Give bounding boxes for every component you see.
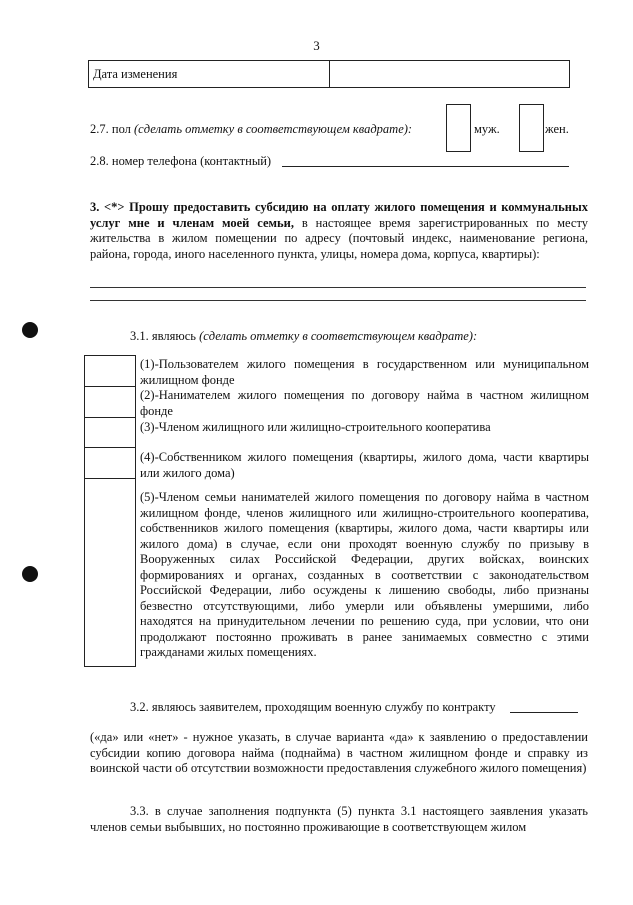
gender-hint: (сделать отметку в соответствующем квадрате): xyxy=(134,122,413,136)
status-prompt-text: 3.1. являюсь xyxy=(130,329,200,343)
status-option-3-checkbox[interactable] xyxy=(84,417,136,448)
status-option-4-checkbox[interactable] xyxy=(84,447,136,479)
punch-hole-1 xyxy=(22,322,38,338)
address-line-1[interactable] xyxy=(90,287,586,288)
section3-lead: 3. <*> Прошу предоставить субсидию на оплату жилого помещения и коммунальных услуг мне и членам моей семьи, xyxy=(90,200,588,230)
female-label: жен. xyxy=(545,122,569,136)
status-option-3-text: (3)-Членом жилищного или жилищно-строительного кооператива xyxy=(140,420,491,434)
phone-label: 2.8. номер телефона (контактный) xyxy=(90,154,272,168)
status-option-4-text: (4)-Собственником жилого помещения (квартиры, жилого дома, части квартиры или жилого дома) xyxy=(140,450,589,480)
contract-service-input-line[interactable] xyxy=(510,712,578,713)
contract-service-label: 3.2. являюсь заявителем, проходящим военную службу по контракту xyxy=(130,700,496,714)
family-members-paragraph: 3.3. в случае заполнения подпункта (5) пункта 3.1 настоящего заявления указать членов семьи выбывших, но постоянно проживающие в соответствующем жилом xyxy=(90,804,588,834)
status-option-2-checkbox[interactable] xyxy=(84,386,136,418)
date-change-table xyxy=(88,60,570,88)
date-change-label: Дата изменения xyxy=(93,67,178,81)
male-label: муж. xyxy=(474,122,500,136)
date-change-label-cell xyxy=(89,61,330,87)
page-number: 3 xyxy=(313,38,320,53)
status-option-1-text: (1)-Пользователем жилого помещения в государственном или муниципальном жилищном фонде xyxy=(140,357,589,387)
status-option-5-checkbox[interactable] xyxy=(84,478,136,667)
status-option-2-text: (2)-Нанимателем жилого помещения по договору найма в частном жилищном фонде xyxy=(140,388,589,418)
status-option-5-text: (5)-Членом семьи нанимателей жилого помещения по договору найма в частном жилищном фонде, членов жилищного или жилищно-строительного кооператива, собственников жилого помещения (квартиры, жилого дома, части квартиры или жилого дома) в случае, если они проходят военную службу по призыву в Вооруженных силах Российской Федерации, других войсках, воинских формированиях и органах, созданных в соответствии с законодательством Российской Федерации, либо осуждены к лишению свободы, либо признаны безвестно отсутствующими, либо умерли или объявлены умершими, либо находятся на принудительном лечении по решению суда, при условии, что они продолжают постоянно проживать в ранее занимаемых совместно с этими гражданами жилых помещениях. xyxy=(140,490,589,659)
status-prompt-hint: (сделать отметку в соответствующем квадрате): xyxy=(199,329,478,343)
male-checkbox[interactable] xyxy=(446,104,471,152)
address-line-2[interactable] xyxy=(90,300,586,301)
section3-paragraph xyxy=(90,200,588,262)
female-checkbox[interactable] xyxy=(519,104,544,152)
status-prompt xyxy=(130,329,477,344)
section3-rest: в настоящее время зарегистрированных по месту жительства в жилом помещении по адресу (почтовый индекс, наименование региона, района, города, иного населенного пункта, улицы, номера дома, корпуса, квартиры): xyxy=(90,215,588,261)
gender-label-text: 2.7. пол xyxy=(90,122,135,136)
punch-hole-2 xyxy=(22,566,38,582)
phone-input-line[interactable] xyxy=(282,166,569,167)
contract-service-note: («да» или «нет» - нужное указать, в случае варианта «да» к заявлению о предоставлении субсидии копию договора найма (поднайма) в частном жилищном фонде и справку из воинской части об отсутствии возможности предоставления служебного жилого помещения) xyxy=(90,730,588,775)
status-option-1-checkbox[interactable] xyxy=(84,355,136,387)
gender-label xyxy=(90,122,412,137)
